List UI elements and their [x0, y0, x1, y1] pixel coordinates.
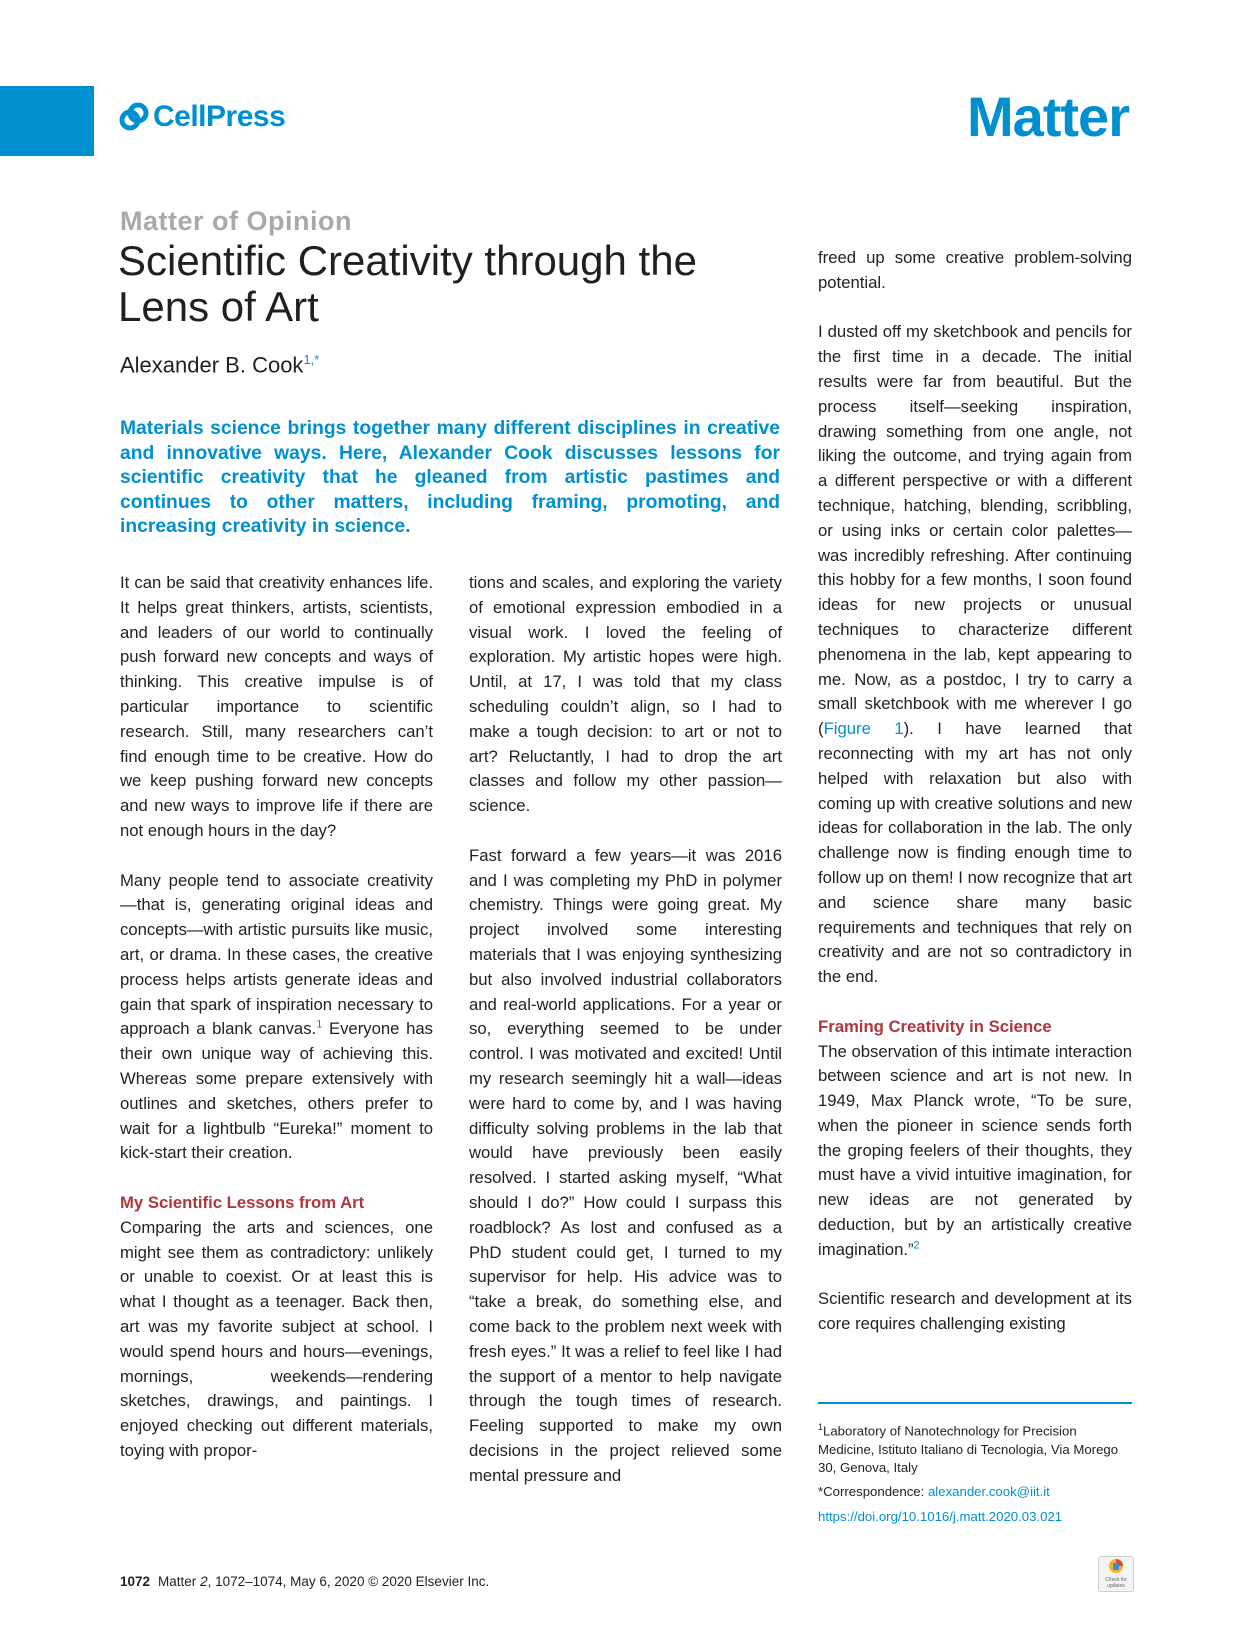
- footnotes: [818, 1418, 1132, 1532]
- author-line: [120, 352, 319, 378]
- header-color-bar: [0, 86, 94, 156]
- affiliation-footnote: $^1$Laboratory of Nanotechnology for Precision Medicine, Istituto Italiano di Tecnologia, Via Morego 30, Genova, Italy: [818, 1422, 1119, 1475]
- paragraph: The observation of this intimate interaction between science and art is not new. In 1949, Max Planck wrote, “To be sure, when the pioneer in science sends forth the groping feelers of their thoughts, they must have a vivid intuitive imagination, for new ideas are not generated by deduction, but by an artistically creative imagination.”$^2$: [818, 1041, 1132, 1259]
- section-heading: Framing Creativity in Science: [818, 1016, 1052, 1036]
- column-2: [469, 571, 782, 1513]
- reference-link[interactable]: 2: [913, 1239, 920, 1252]
- page-number: 1072: [120, 1574, 151, 1589]
- check-for-updates-badge[interactable]: [1098, 1556, 1134, 1592]
- author-affiliation-marks[interactable]: 1,*: [303, 352, 320, 367]
- column-1: [120, 571, 433, 1488]
- volume: 2: [200, 1574, 208, 1589]
- paragraph: Fast forward a few years—it was 2016 and I was completing my PhD in polymer chemistry. Things were going great. My project involved some interesting materials that I was enjoying synthesizing but also involved industrial collaborators and real-world applications. For a year or so, everything seemed to be under control. I was motivated and excited! Until my research seemingly hit a wall—ideas were hard to come by, and I was having difficulty solving problems in the lab that would have previously been easily resolved. I started asking myself, “What should I do?” How could I surpass this roadblock? As lost and confused as a PhD student could get, I turned to my supervisor for help. His advice was to “take a break, do something else, and come back to the problem next week with fresh eyes.” It was a relief to feel like I had the support of a mentor to help navigate through the tough times of research. Feeling supported to make my own decisions in the project relieved some mental pressure and: [469, 845, 782, 1485]
- journal-logo[interactable]: Matter: [966, 85, 1129, 148]
- paragraph: tions and scales, and exploring the variety of emotional expression embodied in a visual work. I loved the feeling of exploration. My artistic hopes were high. Until, at 17, I was told that my class scheduling couldn’t align, so I had to make a tough decision: to art or not to art? Reluctantly, I had to drop the art classes and follow my other passion—science.: [469, 573, 782, 816]
- email-link[interactable]: alexander.cook@iit.it: [927, 1484, 1050, 1500]
- cellpress-logo[interactable]: [119, 100, 285, 134]
- footnote-divider: [818, 1402, 1132, 1404]
- correspondence-footnote: *Correspondence: alexander.cook@iit.it: [818, 1484, 1050, 1500]
- paragraph: I dusted off my sketchbook and pencils for the first time in a decade. The initial results were far from beautiful. But the process itself—seeking inspiration, drawing something from one angle, not liking the outcome, and trying again from a different perspective or with a different technique, hatching, blending, scribbling, or using inks or certain color palettes—was incredibly refreshing. After continuing this hobby for a few months, I soon found ideas for new projects or unusual techniques to characterize different phenomena in the lab, kept appearing to me. Now, as a postdoc, I try to carry a small sketchbook with me wherever I go (Figure 1). I have learned that reconnecting with my art has not only helped with relaxation but also with coming up with creative solutions and new ideas for collaboration in the lab. The only challenge now is finding enough time to follow up on them! I now recognize that art and science share many basic requirements and techniques that rely on creativity and are not so contradictory in the end.: [818, 322, 1132, 987]
- badge-label: Check for updates: [1105, 1577, 1127, 1589]
- paragraph: Scientific research and development at its core requires challenging existing: [818, 1289, 1132, 1334]
- reference-link[interactable]: 1: [316, 1018, 323, 1031]
- article-type: Matter of Opinion: [120, 206, 352, 236]
- paragraph: It can be said that creativity enhances life. It helps great thinkers, artists, scientists, and leaders of our world to continually push forward new concepts and ways of thinking. This creative impulse is of particular importance to scientific research. Still, many researchers can’t find enough time to be creative. How do we keep pushing forward new concepts and new ways to improve life if there are not enough hours in the day?: [120, 573, 433, 840]
- page-footer: 1072 Matter 2, 1072–1074, May 6, 2020 © 2020 Elsevier Inc.: [120, 1574, 490, 1589]
- section-heading: My Scientific Lessons from Art: [120, 1192, 365, 1212]
- paragraph: Many people tend to associate creativity—that is, generating original ideas and concepts—with artistic pursuits like music, art, or drama. In these cases, the creative process helps artists generate ideas and gain that spark of inspiration necessary to approach a blank canvas.$^1$ Everyone has their own unique way of achieving this. Whereas some prepare extensively with outlines and sketches, others prefer to wait for a lightbulb “Eureka!” moment to kick-start their creation.: [120, 870, 433, 1163]
- publisher-name: CellPress: [153, 100, 286, 133]
- figure-link[interactable]: Figure 1: [823, 719, 904, 739]
- doi-footnote: [818, 1508, 1132, 1526]
- author-name: Alexander B. Cook: [120, 352, 304, 378]
- paragraph: freed up some creative problem-solving potential.: [818, 248, 1132, 292]
- cellpress-icon: [119, 102, 149, 132]
- article-title: Scientific Creativity through the Lens of Art: [118, 237, 697, 330]
- abstract: Materials science brings together many different disciplines in creative and innovative ways. Here, Alexander Cook discusses lessons for scientific creativity that he gleaned from artistic pastimes and continues to other matters, including framing, promoting, and increasing creativity in science.: [120, 418, 780, 538]
- doi-link[interactable]: https://doi.org/10.1016/j.matt.2020.03.021: [818, 1508, 1063, 1524]
- paragraph: Comparing the arts and sciences, one might see them as contradictory: unlikely or unable to coexist. Or at least this is what I thought as a teenager. Back then, art was my favorite subject at school. I would spend hours and hours—evenings, mornings, weekends—rendering sketches, drawings, and paintings. I enjoyed checking out different materials, toying with propor-: [120, 1217, 433, 1460]
- check-updates-icon: [1107, 1557, 1125, 1575]
- column-3: [818, 246, 1132, 1362]
